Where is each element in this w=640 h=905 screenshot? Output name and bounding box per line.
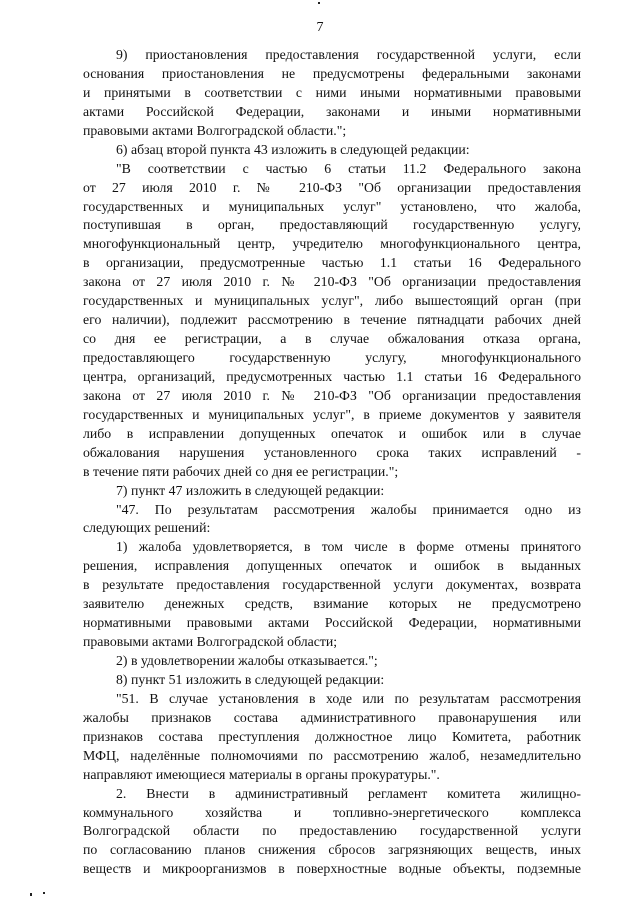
text-line: МФЦ, наделённые полномочиями по рассмотрению жалоб, незамедлительно: [83, 747, 581, 763]
text-line: в течение пяти рабочих дней со дня ее регистрации.";: [83, 463, 399, 479]
text-line: решения, исправления допущенных опечаток и ошибок в выданных: [83, 558, 581, 574]
text-line: признаков состава преступления должностное лицо Комитета, работник: [83, 728, 581, 744]
text-line: 1) жалоба удовлетворяется, в том числе в форме отмены принятого: [116, 539, 581, 555]
text-line: правовыми актами Волгоградской области.";: [83, 122, 347, 138]
text-line: жалобы признаков состава административного правонарушения или: [83, 709, 581, 725]
scan-mark-top: [318, 2, 320, 4]
document-body: [83, 46, 581, 879]
text-line: следующих решений:: [83, 520, 211, 536]
text-line: в результате предоставления государственной услуги документах, возврата: [83, 577, 581, 593]
text-line: 6) абзац второй пункта 43 изложить в следующей редакции:: [116, 141, 470, 157]
scan-mark-bottom: [43, 892, 45, 894]
text-line: предоставляющего государственную услугу, многофункционального: [83, 350, 581, 365]
text-line: от 27 июля 2010 г. № 210-ФЗ "Об организации предоставления: [83, 179, 581, 195]
text-line: в организации, предусмотренные частью 1.1 статьи 16 Федерального: [83, 255, 581, 271]
text-line: закона от 27 июля 2010 г. № 210-ФЗ "Об организации предоставления: [83, 274, 581, 290]
text-line: государственных и муниципальных услуг", либо вышестоящий орган (при: [83, 293, 581, 309]
text-line: поступившая в орган, предоставляющий государственную услугу,: [83, 217, 581, 233]
text-line: "47. По результатам рассмотрения жалобы принимается одно из: [116, 501, 581, 517]
text-line: государственных и муниципальных услуг" установлено, что жалоба,: [83, 198, 581, 214]
text-line: и принятыми в соответствии с ними иными нормативными правовыми: [83, 84, 581, 100]
text-line: 7) пункт 47 изложить в следующей редакции:: [116, 482, 385, 498]
text-line: центра, организаций, предусмотренных частью 1.1 статьи 16 Федерального: [83, 368, 581, 384]
text-line: обжалования нарушения установленного срока таких исправлений -: [83, 444, 581, 460]
text-line: веществ и микроорганизмов в поверхностные водные объекты, подземные: [83, 861, 581, 877]
text-line: государственных и муниципальных услуг", в приеме документов у заявителя: [83, 406, 581, 422]
text-line: 2. Внести в административный регламент комитета жилищно-: [116, 785, 581, 801]
text-line: по согласованию планов снижения сбросов загрязняющих веществ, иных: [83, 842, 581, 858]
text-line: многофункциональный центр, учредителю многофункционального центра,: [83, 236, 581, 252]
text-line: заявителю денежных средств, взимание которых не предусмотрено: [83, 596, 581, 612]
text-line: актами Российской Федерации, законами и иными нормативными: [83, 103, 581, 119]
text-line: основания приостановления не предусмотрены федеральными законами: [83, 65, 581, 81]
text-line: закона от 27 июля 2010 г. № 210-ФЗ "Об организации предоставления: [83, 387, 581, 403]
text-line: коммунального хозяйства и топливно-энергетического комплекса: [83, 804, 581, 820]
text-line: "51. В случае установления в ходе или по результатам рассмотрения: [116, 690, 581, 706]
text-line: со дня ее регистрации, а в случае обжалования отказа органа,: [83, 331, 581, 347]
text-line: 2) в удовлетворении жалобы отказывается.";: [116, 653, 378, 668]
text-line: правовыми актами Волгоградской области;: [83, 634, 338, 650]
text-line: его наличии), подлежит рассмотрению в течение пятнадцати рабочих дней: [83, 312, 581, 328]
text-line: 9) приостановления предоставления государственной услуги, если: [116, 47, 581, 62]
scan-mark-bottom-left: [30, 893, 32, 896]
text-line: "В соответствии с частью 6 статьи 11.2 Федерального закона: [116, 160, 581, 176]
text-line: либо в исправлении допущенных опечаток и ошибок или в случае: [83, 425, 581, 441]
text-line: направляют имеющиеся материалы в органы прокуратуры.".: [83, 766, 440, 782]
text-line: 8) пункт 51 изложить в следующей редакции:: [116, 671, 385, 687]
page-number: 7: [316, 20, 324, 35]
text-line: нормативными правовыми актами Российской Федерации, нормативными: [83, 615, 581, 631]
text-line: Волгоградской области по предоставлению государственной услуги: [83, 823, 581, 839]
